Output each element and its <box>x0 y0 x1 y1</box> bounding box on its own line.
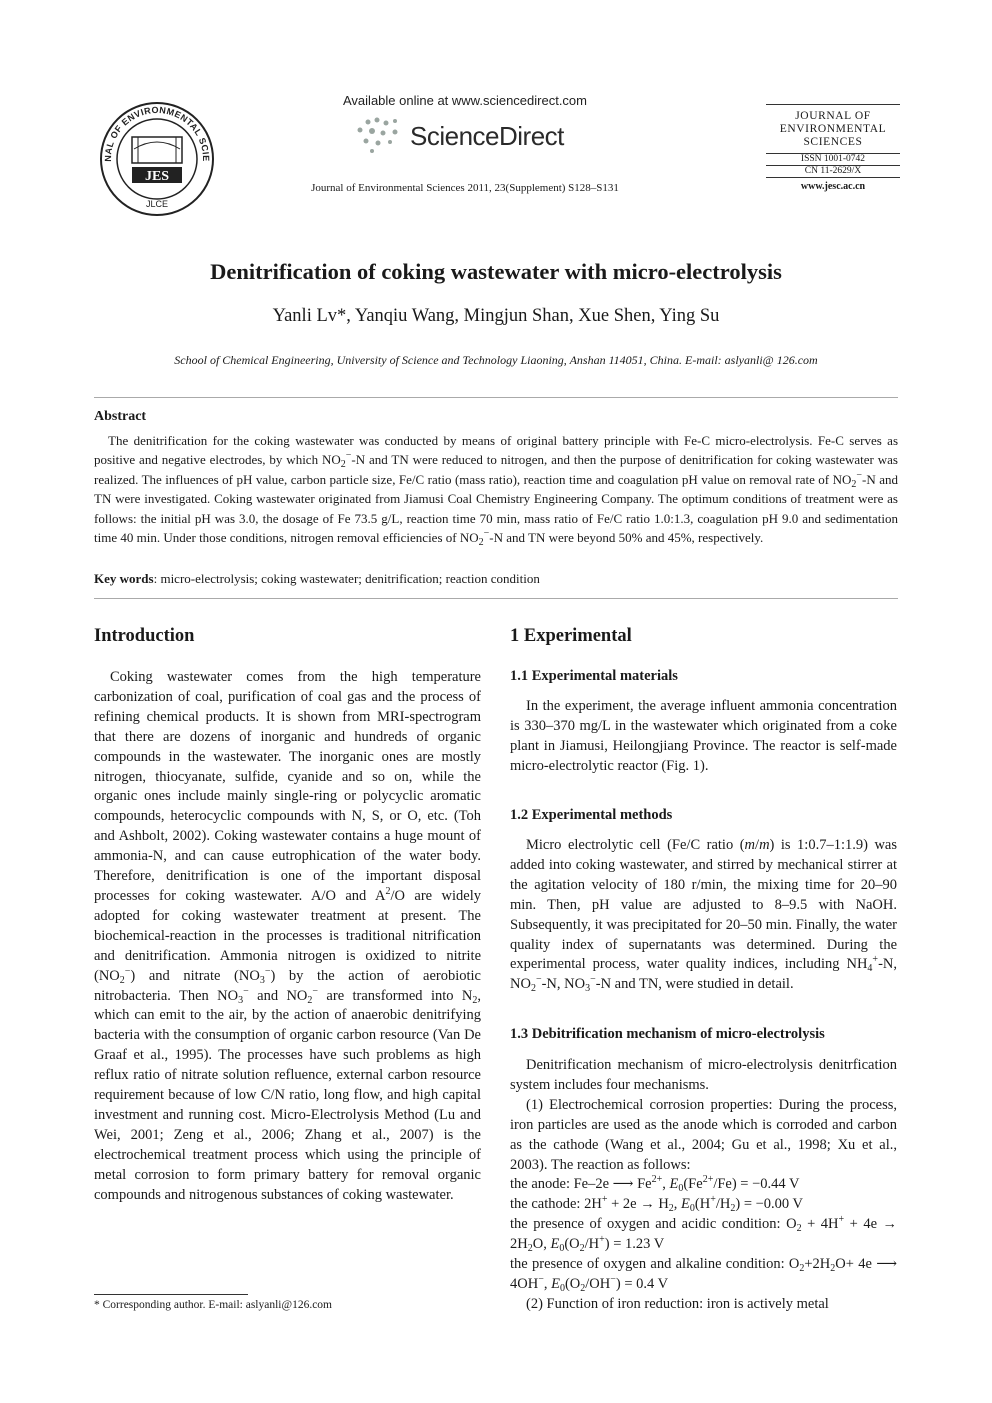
cn-number: CN 11-2629/X <box>766 166 900 178</box>
methods-body: Micro electrolytic cell (Fe/C ratio (m/m) is 1:0.7–1:1.9) was added into coking wastewater, and stirred by mechanical stirrer at the agitation velocity of 180 r/min, the mixing time for 20–90 min. Then, pH value are adjusted to 8–9.5 with NaOH. Subsequently, it was precipitated for 20–50 min. Finally, the water quality index of supernatants was determined. During the experimental process, water quality indices, including $NH_4^+-N$, $NO_2^--N$, $NO_3^--N$ and TN, were studied in detail. <box>510 837 898 995</box>
abstract-body: The denitrification for the coking wastewater was conducted by means of original battery principle with Fe-C micro-electrolysis. Fe-C serves as positive and negative electrodes, by which $NO_2^--N$ and TN were reduced to nitrogen, and then the purpose of denitrification for coking wastewater was realized. The influences of pH value, carbon particle size, Fe/C ratio (mass ratio), reaction time and coagulation pH value on removal rate of $NO_2^--N$ and TN were investigated. Coking wastewater originated from Jiamusi Coal Chemistry Engineering Company. The optimum conditions of treatment were as follows: the initial pH was 3.0, the dosage of Fe 73.5 g/L, reaction time 70 min, mass ratio of Fe/C ratio 1.0:1.3, coagulation pH 9.0 and sedimentation time 40 min. Under those conditions, nitrogen removal efficiencies of $NO_2^--N$ and TN were beyond 50% and 45%, respectively. <box>94 433 898 549</box>
footnote-divider <box>94 1294 248 1295</box>
keywords-label: Key words <box>94 571 154 586</box>
journal-title-line: JOURNAL OF <box>795 110 871 122</box>
section-heading-introduction: Introduction <box>94 626 195 646</box>
affiliation: School of Chemical Engineering, University of Science and Technology Liaoning, Anshan 114051, China. E-mail: aslyanli@ 126.com <box>174 353 818 367</box>
seal-text: NAL OF ENVIRONMENTAL SCIE <box>102 104 212 162</box>
journal-title-line: SCIENCES <box>803 136 863 148</box>
journal-title-line: ENVIRONMENTAL <box>779 123 887 135</box>
seal-bottom-text: JLCE <box>145 199 169 209</box>
keywords <box>94 571 898 587</box>
keywords-list: : micro-electrolysis; coking wastewater; denitrification; reaction condition <box>153 571 540 586</box>
journal-citation: Journal of Environmental Sciences 2011, 23(Supplement) S128–S131 <box>311 182 619 194</box>
journal-url[interactable]: www.jesc.ac.cn <box>800 181 866 192</box>
journal-title-box <box>766 104 900 192</box>
issn-block <box>766 153 900 178</box>
svg-text:JOURNAL OF ENVIRONMENTAL SCIEN <box>94 99 211 162</box>
divider <box>94 397 898 398</box>
materials-body: In the experiment, the average influent ammonia concentration is 330–370 mg/L in the wastewater which originated from a coke plant in Jiamusi, Heilongjiang Province. The reactor is self-made micro-electrolytic reactor (Fig. 1). <box>510 698 897 774</box>
section-heading-experimental: 1 Experimental <box>510 626 632 646</box>
divider <box>766 104 900 105</box>
subsection-heading-methods: 1.2 Experimental methods <box>510 807 673 823</box>
footnote: * Corresponding author. E-mail: aslyanli@126.com <box>94 1299 332 1311</box>
journal-title <box>766 110 900 149</box>
sciencedirect-logo[interactable] <box>352 116 592 156</box>
authors: Yanli Lv*, Yanqiu Wang, Mingjun Shan, Xue Shen, Ying Su <box>272 306 720 326</box>
subsection-heading-mechanism: 1.3 Debitrification mechanism of micro-electrolysis <box>510 1026 825 1042</box>
publisher-name: ScienceDirect <box>410 121 564 151</box>
abstract-heading: Abstract <box>94 409 147 424</box>
article-title: Denitrification of coking wastewater with micro-electrolysis <box>210 259 782 284</box>
seal-abbr: JES <box>144 169 170 184</box>
introduction-body: Coking wastewater comes from the high temperature carbonization of coal, purification of coal gas and the process of refining chemical products. It is shown from MRI-spectrogram that there are dozens of inorganic and hundreds of organic compounds in the wastewater. The inorganic ones are mostly nitrogen, thiocyanate, sulfide, cyanide and so on, while the organic ones include mainly single-ring or polycyclic aromatic compounds, heterocyclic compounds with N, S, or O, etc. (Toh and Ashbolt, 2002). Coking wastewater contains a huge mount of ammonia-N, and can cause eutrophication of the water body. Therefore, denitrification is one of the important disposal processes for coking wastewater. A/O and $A^2/O$ are widely adopted for coking wastewater treatment at present. The biochemical-reaction in the processes is traditional nitrification and denitrification. Ammonia nitrogen is oxidized to nitrite $(NO_2^-)$ and nitrate $(NO_3^-)$ by the action of aerobiotic nitrobacteria. Then $NO_3^-$ and $NO_2^-$ are transformed into $N_2$, which can emit to the air, by the action of anaerobic denitrifying bacteria with the consumption of organic carbon resource (Van De Graaf et al., 1995). The processes have such problems as high reflux ratio of nitrate solution refluence, external carbon resource requirement because of low C/N ratio, long flow, and high capital investment and running cost. Micro-Electrolysis Method (Lu and Wei, 2001; Zeng et al., 2006; Zhang et al., 2007) is the electrochemical treatment process which using the principle of metal corrosion to form primary battery for removal organic compounds and nitrogenous substances of coking wastewater. <box>94 669 481 1203</box>
journal-seal-logo <box>94 99 220 219</box>
issn: ISSN 1001-0742 <box>766 153 900 166</box>
mechanism-body: Denitrification mechanism of micro-electrolysis denitrfication system includes four mechanisms. (1) Electrochemical corrosion properties: During the process, iron particles are used as the anode which is corroded and carbon as the cathode (Wang et al., 2004; Gu et al., 1998; Xu et al., 2003). The reaction as follows: the anode: Fe–2e ⟶ $Fe^{2+}$, $E_0(Fe^{2+}/Fe) = -0.44$ V the cathode: $2H^+ + 2e \to H_2$, $E_0(H^+/H_2) = -0.00$ V the presence of oxygen and acidic condition: $O_2 + 4H^+ + 4e \to 2H_2O$, $E_0(O_2/H^+) = 1.23$ V the presence of oxygen and alkaline condition: $O_2+2H_2O+ 4e$ ⟶ 4OH−, $E_0(O_2/OH^-) = 0.4$ V (2) Function of iron reduction: iron is actively metal <box>510 1057 898 1312</box>
divider <box>94 598 898 599</box>
sciencedirect-dots-icon <box>352 116 412 156</box>
subsection-heading-materials: 1.1 Experimental materials <box>510 668 678 684</box>
available-online-text: Available online at www.sciencedirect.com <box>343 93 587 108</box>
